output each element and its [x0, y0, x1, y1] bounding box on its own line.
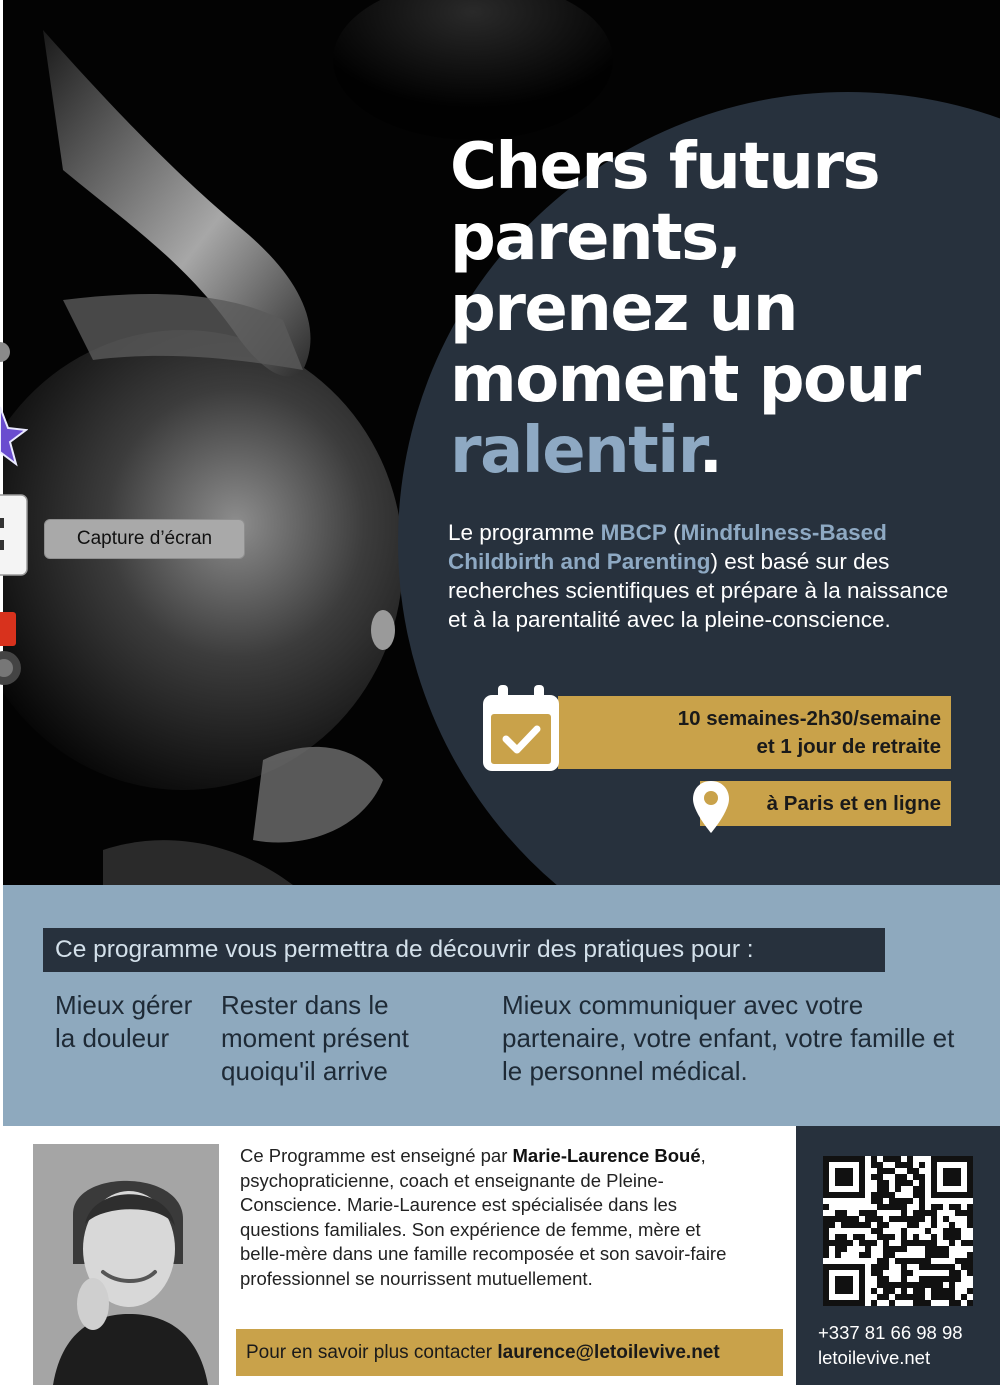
qr-code[interactable] [823, 1156, 973, 1306]
headline-line-4: moment pour [450, 343, 920, 417]
headline-line-1: Chers futurs [450, 130, 880, 204]
teacher-section [3, 1126, 796, 1385]
intro-open-paren: ( [666, 520, 681, 545]
calendar-check-icon [480, 683, 562, 775]
benefits-heading: Ce programme vous permettra de découvrir des pratiques pour : [43, 928, 885, 972]
contact-banner [236, 1329, 783, 1376]
website-link[interactable]: letoilevive.net [818, 1347, 931, 1368]
map-pin-icon [691, 779, 731, 835]
contact-email-link[interactable]: laurence@letoilevive.net [497, 1342, 720, 1363]
app-icon[interactable] [0, 335, 10, 369]
schedule-line-1: 10 semaines-2h30/semaine [677, 707, 941, 730]
intro-text: est basé sur des recherches scientifiques et prépare à la naissance et à la parentalité avec la pleine-conscience. [448, 549, 949, 632]
benefit-pain-management: Mieux gérer la douleur [55, 990, 193, 1053]
headline-line-2: parents, [450, 201, 741, 275]
teacher-bio-text: , psychopraticienne, coach et enseignante de Pleine-Conscience. Marie-Laurence est spécialisée dans les questions familiales. Son expérience de femme, mère et belle-mère dans une famille recomposée et son savoir-faire professionnel se nourrissent mutuellement. [240, 1145, 727, 1289]
screenshot-tooltip: Capture d’écran [44, 519, 245, 559]
phone-number: +337 81 66 98 98 [818, 1322, 963, 1343]
teacher-name: Marie-Laurence Boué [512, 1145, 701, 1166]
document-app-icon[interactable] [0, 492, 30, 580]
intro-close-paren: ) [710, 549, 718, 574]
star-app-icon[interactable] [0, 402, 28, 472]
intro-prefix: Le programme [448, 520, 601, 545]
contact-label: Pour en savoir plus contacter [246, 1342, 498, 1363]
benefits-section [3, 885, 1000, 1126]
hero-section [3, 0, 1000, 885]
benefit-present-moment: Rester dans le moment présent quoiqu'il arrive [221, 990, 409, 1086]
location-banner [700, 781, 951, 826]
benefit-communication: Mieux communiquer avec votre partenaire, votre enfant, votre famille et le personnel médical. [502, 990, 955, 1086]
location-text: à Paris et en ligne [766, 792, 941, 815]
red-app-icon[interactable] [0, 606, 22, 690]
intro-program-name: Mindfulness-Based Childbirth and Parenting [448, 520, 887, 574]
intro-acronym: MBCP [600, 520, 667, 545]
headline [450, 132, 970, 487]
qr-panel [796, 1126, 1000, 1385]
schedule-line-2: et 1 jour de retraite [756, 735, 941, 758]
headline-accent-word: ralentir [450, 414, 699, 488]
intro-paragraph [448, 518, 963, 634]
headline-line-3: prenez un [450, 272, 797, 346]
teacher-bio-prefix: Ce Programme est enseigné par [240, 1145, 513, 1166]
schedule-banner [558, 696, 951, 769]
headline-period: . [698, 414, 722, 488]
teacher-bio [240, 1144, 750, 1292]
teacher-portrait [33, 1144, 219, 1385]
